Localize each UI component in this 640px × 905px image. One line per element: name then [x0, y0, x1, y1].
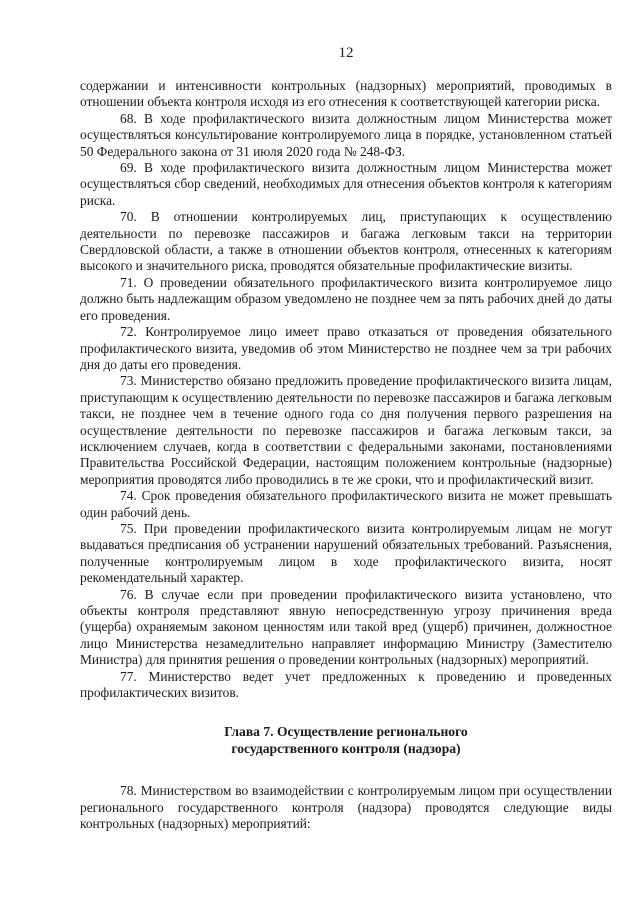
paragraph-78: 78. Министерством во взаимодействии с контролируемым лицом при осуществлении регионального государственного контроля (надзора) проводятся следующие виды контрольных (надзорных) мероприятий: [80, 783, 612, 832]
paragraph-75: 75. При проведении профилактического визита контролируемым лицам не могут выдаваться предписания об устранении нарушений обязательных требований. Разъяснения, полученные контролируемым лицом в ходе профилактического визита, носят рекомендательный характер. [80, 520, 612, 586]
paragraph-71: 71. О проведении обязательного профилактического визита контролируемое лицо должно быть надлежащим образом уведомлено не позднее чем за пять рабочих дней до даты его проведения. [80, 274, 612, 323]
paragraph-72: 72. Контролируемое лицо имеет право отказаться от проведения обязательного профилактического визита, уведомив об этом Министерство не позднее чем за три рабочих дня до даты его проведения. [80, 324, 612, 372]
chapter-heading [80, 723, 612, 757]
paragraph-77: 77. Министерство ведет учет предложенных к проведению и проведенных профилактических визитов. [80, 668, 612, 701]
chapter-heading-line-2: государственного контроля (надзора) [231, 741, 461, 757]
page-number: 12 [338, 45, 354, 61]
chapter-heading-line-1: Глава 7. Осуществление регионального [224, 724, 468, 740]
paragraph-73: 73. Министерство обязано предложить проведение профилактического визита лицам, приступающим к осуществлению деятельности по перевозке пассажиров и багажа легковым такси, не позднее чем в течение одного года со дня получения первого разрешения на осуществление деятельности по перевозке пассажиров и багажа легковым такси, за исключением случаев, когда в соответствии с федеральными законами, постановлениями Правительства Российской Федерации, настоящим положением контрольные (надзорные) мероприятия проводятся либо проводились в те же сроки, что и профилактический визит. [80, 373, 612, 487]
paragraph-69: 69. В ходе профилактического визита должностным лицом Министерства может осуществляться сбор сведений, необходимых для отнесения объектов контроля к категориям риска. [80, 160, 612, 208]
paragraph-70: 70. В отношении контролируемых лиц, приступающих к осуществлению деятельности по перевозке пассажиров и багажа легковым такси на территории Свердловской области, а также в отношении объектов контроля, отнесенных к категориям высокого и значительного риска, проводятся обязательные профилактические визиты. [80, 209, 612, 274]
paragraph-continuation: содержании и интенсивности контрольных (надзорных) мероприятий, проводимых в отношении объекта контроля исходя из его отнесения к соответствующей категории риска. [80, 78, 612, 110]
paragraph-74: 74. Срок проведения обязательного профилактического визита не может превышать один рабочий день. [80, 488, 612, 520]
paragraph-68: 68. В ходе профилактического визита должностным лицом Министерства может осуществляться консультирование контролируемого лица в порядке, установленном статьей 50 Федерального закона от 31 июля 2020 года № 248-ФЗ. [80, 110, 612, 159]
paragraph-76: 76. В случае если при проведении профилактического визита установлено, что объекты контроля представляют явную непосредственную угрозу причинения вреда (ущерба) охраняемым законом ценностям или такой вред (ущерб) причинен, должностное лицо Министерства незамедлительно направляет информацию Министру (Заместителю Министра) для принятия решения о проведении контрольных (надзорных) мероприятий. [80, 586, 612, 668]
